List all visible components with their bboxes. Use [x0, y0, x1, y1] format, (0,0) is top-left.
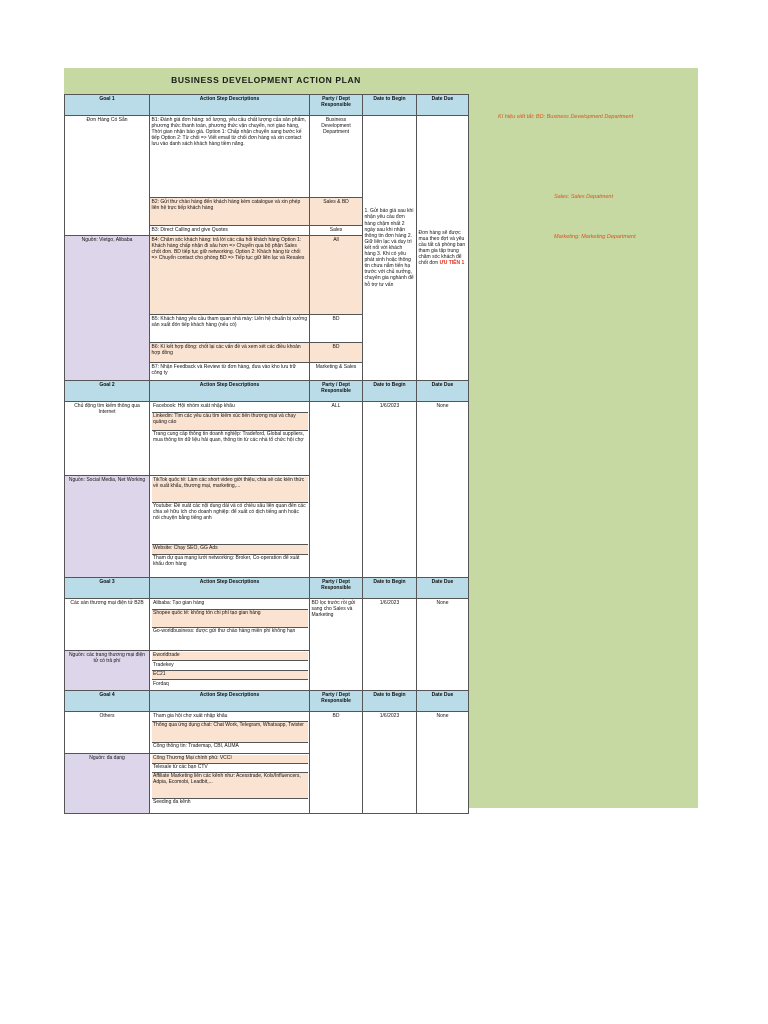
- goal4-party: BD: [310, 712, 363, 814]
- goal1-due-priority: ƯU TIÊN 1: [439, 260, 465, 267]
- goal2-due: None: [417, 402, 469, 578]
- legend-bd: [498, 114, 633, 120]
- due-header: Date Due: [417, 381, 469, 402]
- goal4-source: Nguồn: đa dạng: [65, 754, 150, 814]
- legend-bd-text: BD: Business Development Department: [535, 114, 634, 120]
- goal3-step-7: Fordaq: [152, 680, 308, 690]
- due-header: Date Due: [417, 578, 469, 599]
- goal4-step-7: Seeding đa kênh: [152, 799, 308, 813]
- goal3-name: Các sàn thương mại điện tử B2B: [65, 599, 150, 651]
- goal2-steps-b: [150, 476, 310, 578]
- goal4-header-row: [65, 691, 469, 712]
- goal1-header-row: [65, 95, 469, 116]
- goal1-party-7: Marketing & Sales: [310, 363, 363, 381]
- goal1-party-2: Sales & BD: [310, 198, 363, 226]
- goal3-begin: 1/6/2023: [363, 599, 417, 691]
- action-header: Action Step Descriptions: [150, 381, 310, 402]
- action-header: Action Step Descriptions: [150, 95, 310, 116]
- legend-marketing: Marketing: Marketing Department: [554, 234, 636, 240]
- goal3-step-4: Eworldtrade: [152, 652, 308, 662]
- goal2-header-row: [65, 381, 469, 402]
- goal1-due-text: Đơn hàng sẽ được mua theo đợt và yêu cầu tất cả phòng ban tham gia tập trung chăm sóc khách để chốt đơn: [418, 229, 466, 267]
- goal3-step-5: Tradekey: [152, 661, 308, 671]
- goal3-party: BD lọc trước rồi gửi sang cho Sales và Marketing: [310, 599, 363, 691]
- goal3-step-3: Go-worldbusiness: được gửi thư chào hàng miễn phí không hạn: [152, 628, 308, 650]
- goal3-steps-b: [150, 651, 310, 691]
- goal4-step-6: Affiliate Marketing liên các kênh như: Acesstrade, Kols/Influencers, Adpia, Ecomobi, Leadbit,...: [152, 773, 308, 799]
- goal1-label: Goal 1: [65, 95, 150, 116]
- action-header: Action Step Descriptions: [150, 578, 310, 599]
- goal1-party-1: Business Development Department: [310, 116, 363, 198]
- goal1-party-6: BD: [310, 343, 363, 363]
- goal3-header-row: [65, 578, 469, 599]
- goal1-step-2: B2: Gửi thư chào hàng đến khách hàng kèm catalogue và xin phép liên hệ trực tiếp khách hàng: [150, 198, 310, 226]
- goal3-step-1: Alibaba: Tạo gian hàng: [152, 600, 308, 610]
- begin-header: Date to Begin: [363, 691, 417, 712]
- begin-header: Date to Begin: [363, 95, 417, 116]
- legend-abbrev-label: Kí hiệu viết tắt:: [498, 114, 535, 120]
- goal2-label: Goal 2: [65, 381, 150, 402]
- goal4-due: None: [417, 712, 469, 814]
- goal3-steps-a: [150, 599, 310, 651]
- goal2-step-6: Website: Chạy SEO, GG Ads: [152, 545, 308, 555]
- party-header: Party / Dept Responsible: [310, 381, 363, 402]
- goal1-step-3: B3: Direct Calling and give Quotes: [150, 226, 310, 236]
- goal1-step-7: B7: Nhận Feedback và Review từ đơn hàng, đưa vào kho lưu trữ công ty: [150, 363, 310, 381]
- goal3-step-2: Shopee quốc tế: không tốn chi phí tạo gian hàng: [152, 610, 308, 628]
- goal2-step-2: Linkedin: Tìm các yêu cầu tìm kiếm xúc tiến thương mại và chạy quảng cáo: [152, 413, 308, 431]
- goal4-step-4: Cổng Thương Mại chính phủ: VCCI: [152, 755, 308, 764]
- goal3-step-6: EC21: [152, 671, 308, 681]
- goal2-steps-a: [150, 402, 310, 476]
- begin-header: Date to Begin: [363, 381, 417, 402]
- party-header: Party / Dept Responsible: [310, 578, 363, 599]
- goal2-step-5: Youtube: Đề xuất các nội dung dài và có chiều sâu liên quan đến các chia sẻ hữu ích cho doanh nghiệp: để xuất có dịch tiếng anh hoặc nói chuyện bằng tiếng anh: [152, 503, 308, 545]
- goal1-due-notes: [417, 116, 469, 381]
- goal4-label: Goal 4: [65, 691, 150, 712]
- goal1-source: Nguồn: Vietgo, Alibaba: [65, 236, 150, 381]
- goal2-step-7: Tham dự qua mạng lưới networking: Broker, Co-operation để xuất khẩu đơn hàng: [152, 555, 308, 577]
- goal1-party-3: Sales: [310, 226, 363, 236]
- due-header: Date Due: [417, 691, 469, 712]
- action-header: Action Step Descriptions: [150, 691, 310, 712]
- goal2-begin: 1/6/2023: [363, 402, 417, 578]
- goal1-party-5: BD: [310, 315, 363, 343]
- goal4-begin: 1/6/2023: [363, 712, 417, 814]
- goal1-party-4: All: [310, 236, 363, 315]
- goal4-step-2: Thông qua ứng dụng chat: Chat Work, Telegram, Whatsapp, Twister: [152, 722, 308, 743]
- goal1-step-6: B6: Kí kết hợp đồng: chốt lại các vấn đề và xem xét các điều khoản hợp đồng: [150, 343, 310, 363]
- begin-header: Date to Begin: [363, 578, 417, 599]
- goal1-name: Đơn Hàng Có Sẵn: [65, 116, 150, 236]
- goal3-due: None: [417, 599, 469, 691]
- goal2-step-1: Facebook: Hội nhóm xuất nhập khẩu: [152, 403, 308, 413]
- page-title: BUSINESS DEVELOPMENT ACTION PLAN: [171, 75, 361, 85]
- goal4-steps-b: [150, 754, 310, 814]
- goal2-source: Nguồn: Social Media, Net Working: [65, 476, 150, 578]
- goal2-name: Chủ động tìm kiếm thông qua Internet: [65, 402, 150, 476]
- legend-sales: Sales: Sales Depatment: [554, 194, 614, 200]
- goal3-source: Nguồn: các trang thương mại điện tử có trả phí: [65, 651, 150, 691]
- goal4-step-5: Telesale từ các bạn CTV: [152, 764, 308, 773]
- goal4-step-3: Cổng thông tin: Trademap, CBI, AUMA: [152, 743, 308, 753]
- goal4-step-1: Tham gia hội chợ xuất nhập khẩu: [152, 713, 308, 722]
- goal3-label: Goal 3: [65, 578, 150, 599]
- party-header: Party / Dept Responsible: [310, 691, 363, 712]
- goal4-name: Others: [65, 712, 150, 754]
- goal2-party: ALL: [310, 402, 363, 578]
- party-header: Party / Dept Responsible: [310, 95, 363, 116]
- due-header: Date Due: [417, 95, 469, 116]
- goal4-steps-a: [150, 712, 310, 754]
- goal1-begin-notes: 1. Gửi báo giá sau khi nhận yêu cầu đơn hàng chậm nhất 2 ngày sau khi nhận thông tin đơn hàng 2. Giữ liên lạc và duy trì kết nối với khách hàng 3. Khi có yêu phát sinh hoặc thông tin chưa nắm tiến hạ trước với chủ xưởng, chuyên gia nghành để hỗ trợ tư vấn: [363, 116, 417, 381]
- goal1-step-1: B1: Đánh giá đơn hàng: số lượng, yêu cầu chất lượng của sản phẩm, phương thức thanh toán, phương thức vận chuyển, nơi giao hàng, Thời gian nhận báo giá. Option 1: Chấp nhận chuyển sang bước kế tiếp Option 2: Từ chối => Viết email từ chối đơn hàng và xin contact lưu vào danh sách khách hàng tiềm năng.: [150, 116, 310, 198]
- goal1-step-5: B5: Khách hàng yêu cầu tham quan nhà máy: Liên hệ chuẩn bị xưởng sản xuất đón tiếp khách hàng (nếu có): [150, 315, 310, 343]
- action-plan-table: [64, 94, 469, 814]
- goal1-step-4: B4: Chăm sóc khách hàng: trả lời các câu hỏi khách hàng Option 1: Khách hàng chấp nhận đi sâu hơn => Chuyển qua bộ phận Sales chốt đơn. BD tiếp tục giữ networking. Option 2: Khách hàng từ chối => Chuyển contact cho phòng BD => Tiếp tục giữ liên lạc và Resales: [150, 236, 310, 315]
- goal2-step-4: TikTok quốc tế: Làm các short video giới thiệu, chia sẻ các kiến thức về xuất khẩu, thương mại, marketing,...: [152, 477, 308, 503]
- goal2-step-3: Trang cung cấp thông tin doanh nghiệp: Tradeford, Global suppliers, mua thông tin dữ liệu hải quan, thông tin từ các nhà tổ chức hội chợ: [152, 431, 308, 475]
